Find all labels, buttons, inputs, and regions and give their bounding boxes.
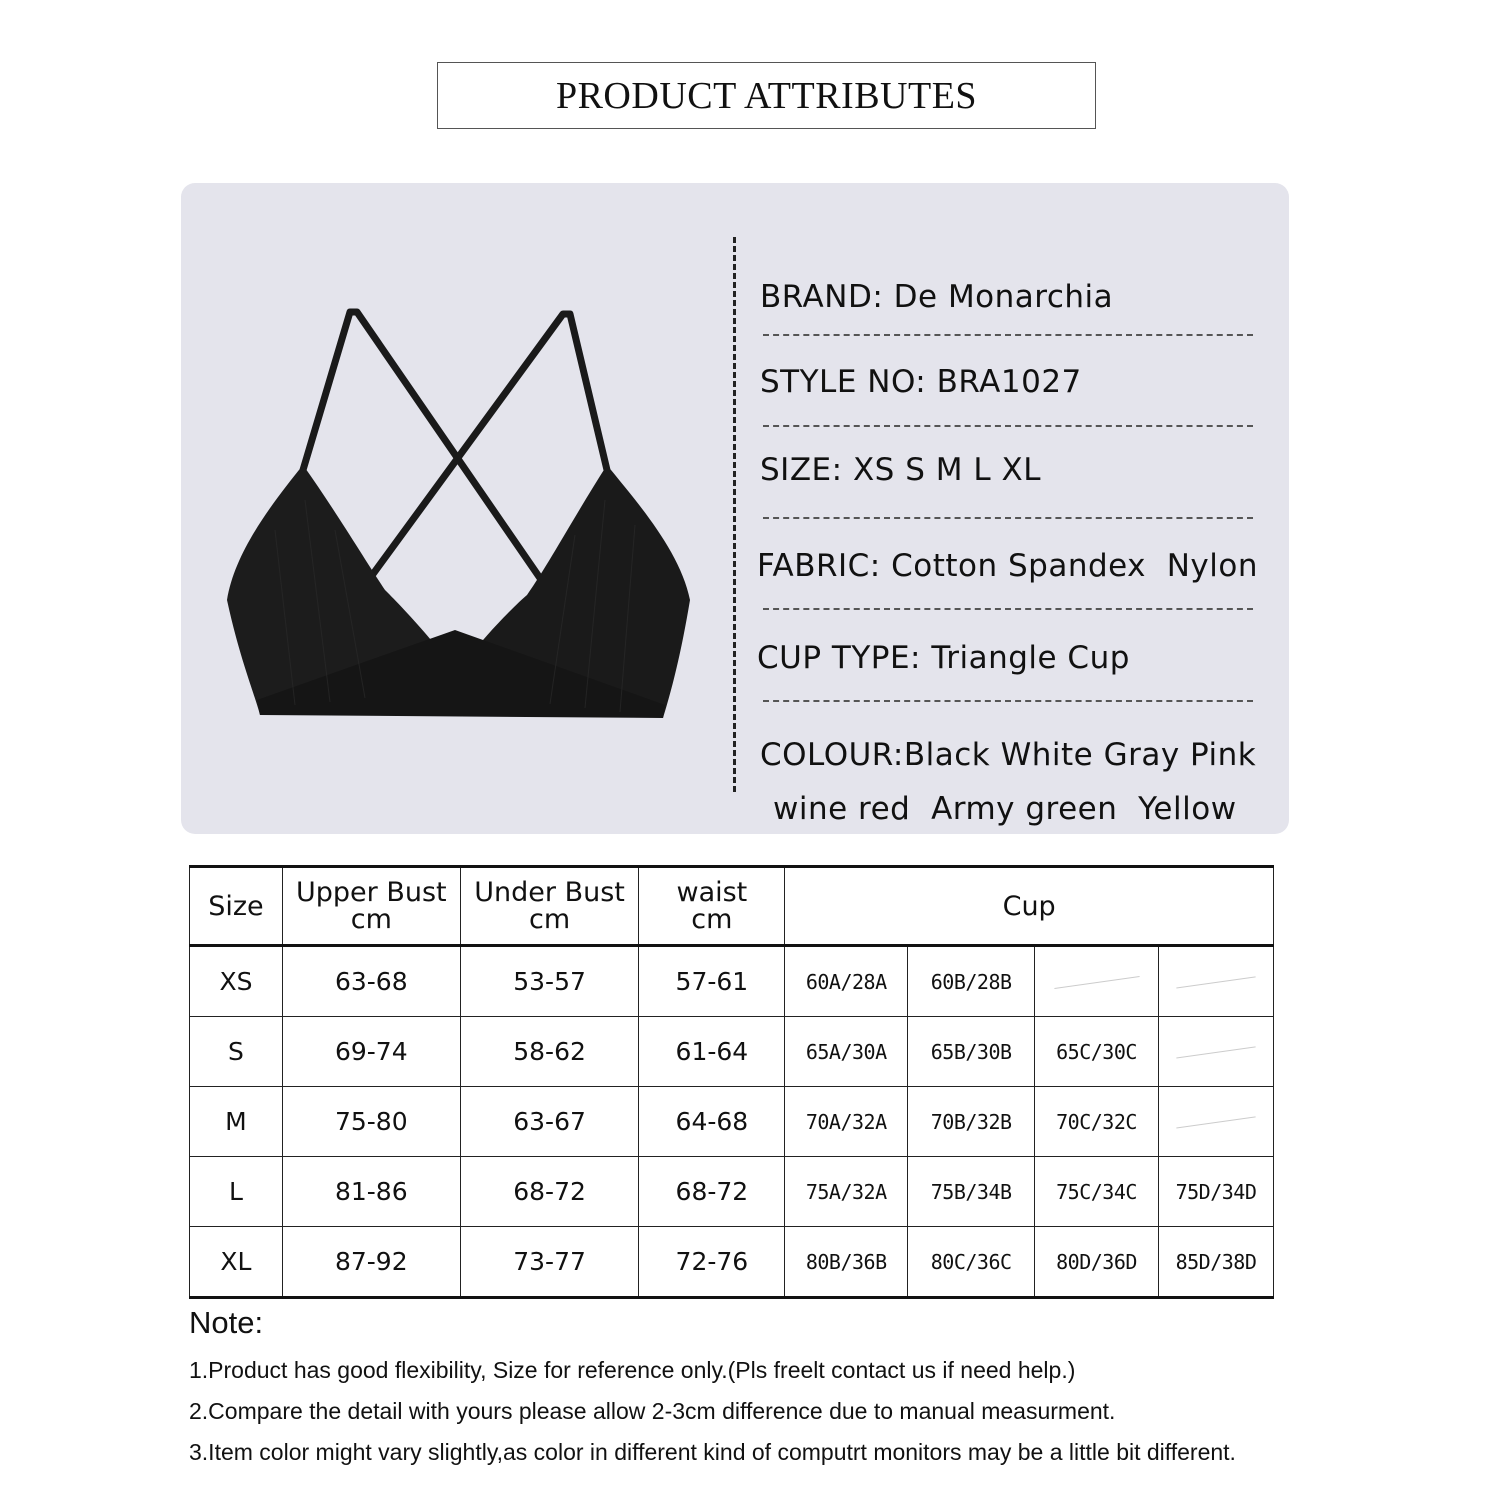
cell-cup: 65A/30A — [785, 1017, 908, 1087]
cell-cup: 60A/28A — [785, 946, 908, 1017]
cell-under-bust: 53-57 — [460, 946, 639, 1017]
header-waist: waist cm — [639, 867, 785, 946]
note-3: 3.Item color might vary slightly,as color in different kind of computrt monitors may be a little bit different. — [189, 1439, 1236, 1465]
cell-upper-bust: 69-74 — [282, 1017, 460, 1087]
empty-slash — [1176, 976, 1255, 988]
empty-slash — [1054, 976, 1139, 989]
cell-cup: 75B/34B — [908, 1157, 1035, 1227]
note-2: 2.Compare the detail with yours please allow 2-3cm difference due to manual measurment. — [189, 1398, 1116, 1424]
cell-waist: 72-76 — [639, 1227, 785, 1298]
cell-cup-empty — [1035, 946, 1159, 1017]
attr-brand-sep: : — [872, 279, 894, 315]
attr-brand-label: BRAND — [760, 279, 873, 315]
cell-upper-bust: 75-80 — [282, 1087, 460, 1157]
header-cup: Cup — [785, 867, 1274, 946]
attr-style-label: STYLE NO: — [760, 364, 927, 400]
cell-upper-bust: 87-92 — [282, 1227, 460, 1298]
divider-3 — [763, 517, 1253, 519]
cell-size: XL — [190, 1227, 283, 1298]
cell-waist: 68-72 — [639, 1157, 785, 1227]
note-title: Note: — [189, 1305, 264, 1340]
divider-4 — [763, 608, 1253, 610]
cell-upper-bust: 81-86 — [282, 1157, 460, 1227]
cell-cup-empty — [1159, 1087, 1274, 1157]
table-row — [190, 1157, 1274, 1227]
cell-cup: 70A/32A — [785, 1087, 908, 1157]
vertical-divider — [733, 237, 736, 792]
cell-cup-empty — [1159, 946, 1274, 1017]
cell-cup: 75A/32A — [785, 1157, 908, 1227]
attr-brand — [760, 279, 1113, 315]
cell-under-bust: 73-77 — [460, 1227, 639, 1298]
cell-cup: 80D/36D — [1035, 1227, 1159, 1298]
cell-cup-empty — [1159, 1017, 1274, 1087]
header-size: Size — [190, 867, 283, 946]
attr-style-value: BRA1027 — [926, 364, 1082, 400]
cell-under-bust: 58-62 — [460, 1017, 639, 1087]
cell-cup: 80C/36C — [908, 1227, 1035, 1298]
attr-style — [760, 364, 1082, 400]
table-row — [190, 1227, 1274, 1298]
attr-size-label: SIZE: — [760, 452, 843, 488]
cell-cup: 75D/34D — [1159, 1157, 1274, 1227]
attr-colour — [760, 737, 1256, 773]
cell-upper-bust: 63-68 — [282, 946, 460, 1017]
attr-fabric-label: FABRIC: — [757, 548, 881, 584]
attr-size-value: XS S M L XL — [842, 452, 1041, 488]
cell-size: L — [190, 1157, 283, 1227]
empty-slash — [1176, 1116, 1255, 1128]
divider-1 — [763, 334, 1253, 336]
cell-cup: 70B/32B — [908, 1087, 1035, 1157]
attr-brand-value: De Monarchia — [893, 279, 1114, 315]
size-chart-header — [190, 867, 1274, 946]
cell-size: S — [190, 1017, 283, 1087]
divider-5 — [763, 700, 1253, 702]
cell-under-bust: 68-72 — [460, 1157, 639, 1227]
attr-cup-type-value: Triangle Cup — [920, 640, 1130, 676]
cell-cup: 75C/34C — [1035, 1157, 1159, 1227]
cell-waist: 61-64 — [639, 1017, 785, 1087]
attr-fabric — [757, 548, 1258, 584]
table-row — [190, 1087, 1274, 1157]
attr-colour-value: Black White Gray Pink — [903, 737, 1257, 773]
header-under-bust: Under Bust cm — [460, 867, 639, 946]
table-row — [190, 1017, 1274, 1087]
product-image — [215, 300, 705, 730]
header-upper-bust: Upper Bust cm — [282, 867, 460, 946]
attr-size — [760, 452, 1041, 488]
cell-waist: 57-61 — [639, 946, 785, 1017]
cell-cup: 60B/28B — [908, 946, 1035, 1017]
cell-waist: 64-68 — [639, 1087, 785, 1157]
cell-under-bust: 63-67 — [460, 1087, 639, 1157]
attr-cup-type-label: CUP TYPE: — [757, 640, 921, 676]
cell-cup: 70C/32C — [1035, 1087, 1159, 1157]
page-title: PRODUCT ATTRIBUTES — [437, 62, 1096, 129]
attr-colour-label: COLOUR: — [760, 737, 904, 773]
table-row — [190, 946, 1274, 1017]
cell-cup: 65B/30B — [908, 1017, 1035, 1087]
attr-colour-value-2: wine red Army green Yellow — [773, 791, 1237, 827]
attr-cup-type — [757, 640, 1130, 676]
cell-cup: 80B/36B — [785, 1227, 908, 1298]
size-chart — [189, 865, 1274, 1299]
cell-size: XS — [190, 946, 283, 1017]
cell-cup: 85D/38D — [1159, 1227, 1274, 1298]
cell-cup: 65C/30C — [1035, 1017, 1159, 1087]
divider-2 — [763, 425, 1253, 427]
empty-slash — [1176, 1046, 1255, 1058]
cell-size: M — [190, 1087, 283, 1157]
attr-fabric-value: Cotton Spandex Nylon — [880, 548, 1258, 584]
note-1: 1.Product has good flexibility, Size for reference only.(Pls freelt contact us if need help.) — [189, 1357, 1076, 1383]
